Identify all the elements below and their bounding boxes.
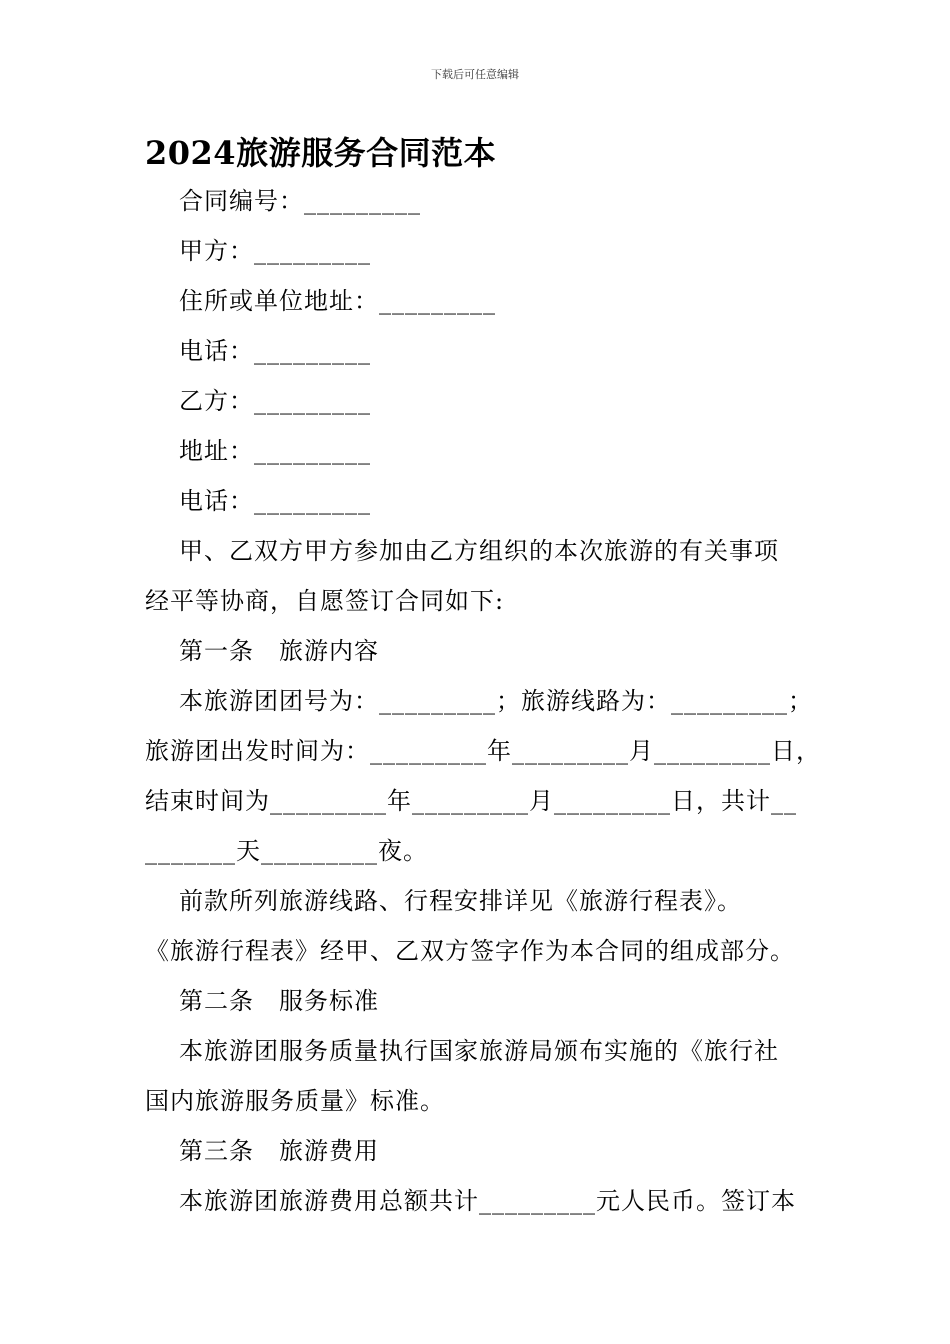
- article-2-line-2: 国内旅游服务质量》标准。: [145, 1087, 445, 1115]
- party-b-address-line: 地址：_________: [179, 437, 371, 465]
- party-a-address-line: 住所或单位地址：_________: [179, 287, 496, 315]
- party-a-phone-line: 电话：_________: [179, 337, 371, 365]
- preamble-line-1: 甲、乙双方甲方参加由乙方组织的本次旅游的有关事项: [179, 537, 779, 565]
- article-1-heading: 第一条 旅游内容: [179, 637, 379, 665]
- party-b-line: 乙方：_________: [179, 387, 371, 415]
- article-3-line-1: 本旅游团旅游费用总额共计_________元人民币。签订本: [179, 1187, 796, 1215]
- article-1-line-4: _______天_________夜。: [145, 837, 428, 865]
- party-a-line: 甲方：_________: [179, 237, 371, 265]
- page-header-note: 下载后可任意编辑: [431, 68, 519, 81]
- preamble-line-2: 经平等协商，自愿签订合同如下:: [145, 587, 505, 615]
- article-2-line-1: 本旅游团服务质量执行国家旅游局颁布实施的《旅行社: [179, 1037, 779, 1065]
- contract-number-line: 合同编号：_________: [179, 187, 421, 215]
- itinerary-line-2: 《旅游行程表》经甲、乙双方签字作为本合同的组成部分。: [145, 937, 795, 965]
- article-1-line-1: 本旅游团团号为：_________；旅游线路为：_________；: [179, 687, 813, 715]
- document-title: 2024旅游服务合同范本: [145, 134, 497, 172]
- article-2-heading: 第二条 服务标准: [179, 987, 379, 1015]
- article-1-line-3: 结束时间为_________年_________月_________日，共计__: [145, 787, 797, 815]
- party-b-phone-line: 电话：_________: [179, 487, 371, 515]
- itinerary-line-1: 前款所列旅游线路、行程安排详见《旅游行程表》。: [179, 887, 742, 915]
- article-1-line-2: 旅游团出发时间为：_________年_________月_________日，: [145, 737, 821, 765]
- article-3-heading: 第三条 旅游费用: [179, 1137, 379, 1165]
